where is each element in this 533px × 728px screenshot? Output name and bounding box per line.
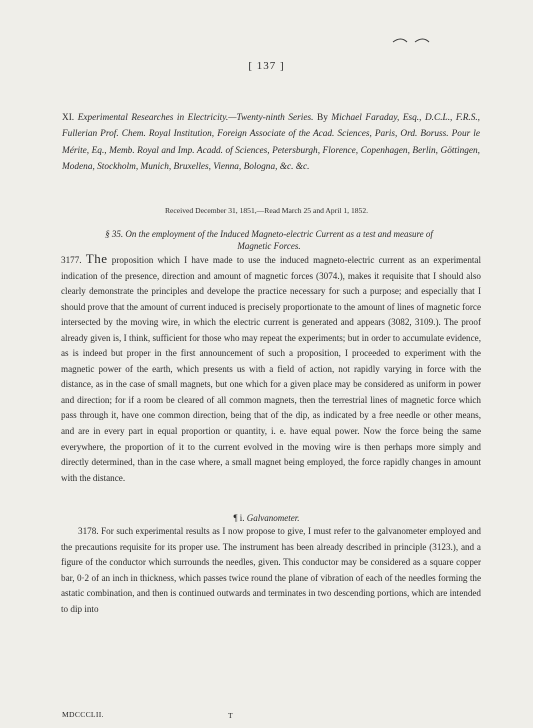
title-author: Michael Faraday, Esq., D.C.L., F.R.S., Fullerian Prof. Chem. Royal Institution, Foreign Associate of the Acad. Sciences, Paris, Ord. Boruss. Pour le Mérite, Eq., Memb. Royal and Imp. Acadd. of Sciences, Petersburgh, Florence, Copenhagen, Berlin, Göttingen, Modena, Stockholm, Munich, Bruxelles, Vienna, Bologna, &c. &c.: [62, 113, 481, 173]
paper-title: [62, 110, 480, 176]
paragraph-number: 3177.: [61, 255, 82, 265]
paragraph-dropcap: The: [85, 251, 108, 266]
sub-heading-mark: ¶ i.: [233, 513, 245, 523]
paragraph-text: For such experimental results as I now propose to give, I must refer to the galvanometer employed and the precautions requisite for its proper use. The instrument has been already described in principle (3123.), and a figure of the conductor which surrounds the needles, given. This conductor may be considered as a square copper bar, 0·2 of an inch in thickness, which passes twice round the plane of vibration of each of the needles forming the astatic combination, and then is continued outwards and terminates in two descending portions, which are intended to dip into: [61, 526, 481, 614]
paragraph-3177: [61, 251, 481, 486]
title-by: By: [317, 113, 328, 123]
title-italic: Experimental Researches in Electricity.—Twenty-ninth Series.: [77, 113, 314, 123]
paragraph-number: 3178.: [78, 526, 99, 536]
page-number: [ 137 ]: [248, 60, 285, 72]
inscription-line1: D. Sr. Robison: [343, 15, 437, 30]
paragraph-3178: [61, 524, 481, 617]
sub-heading-title: Galvanometer.: [246, 513, 300, 523]
section-heading: § 35. On the employment of the Induced Magneto-electric Current as a test and measure of Magnetic Forces.: [105, 229, 433, 252]
paragraph-text: proposition which I have made to use the induced magneto-electric current as an experimental indication of the presence, direction and amount of magnetic forces (3074.), makes it requisite that I should also clearly demonstrate the principles and develope the practice necessary for such a purpose; and especially that I should prove that the amount of current induced is precisely proportionate to the amount of lines of magnetic force intersected by the moving wire, in which the electric current is generated and appears (3082, 3109.). The proof already given is, I think, sufficient for those who may repeat the experiments; but in order to accumulate evidence, as is indeed but proper in the first announcement of such a proposition, I proceeded to experiment with the magnetic power of the earth, which presents us with a field of action, not rapidly varying in force with the distance, as in the case of small magnets, but one which for a given place may be considered as uniform in power and direction; for if a room be cleared of all common magnets, then the terrestrial lines of magnetic force which pass through it, have one common direction, being that of the dip, as indicated by a free needle or other means, and are in every part in equal proportion or quantity, i. e. have equal power. Now the force being the same everywhere, the proportion of it to the current evolved in the moving wire is then perhaps more simply and directly determined, than in the case where, a small magnet being employed, the force rapidly changes in amount with the distance.: [61, 255, 482, 483]
inscription-line3: from the Author: [393, 55, 491, 69]
footer-signature: T: [228, 711, 233, 720]
received-line: Received December 31, 1851,—Read March 25 and April 1, 1852.: [164, 206, 369, 215]
sub-heading: [0, 513, 533, 523]
ditto-marks: [393, 39, 429, 42]
title-label: XI.: [62, 113, 75, 123]
footer-year: MDCCCLII.: [62, 710, 104, 719]
